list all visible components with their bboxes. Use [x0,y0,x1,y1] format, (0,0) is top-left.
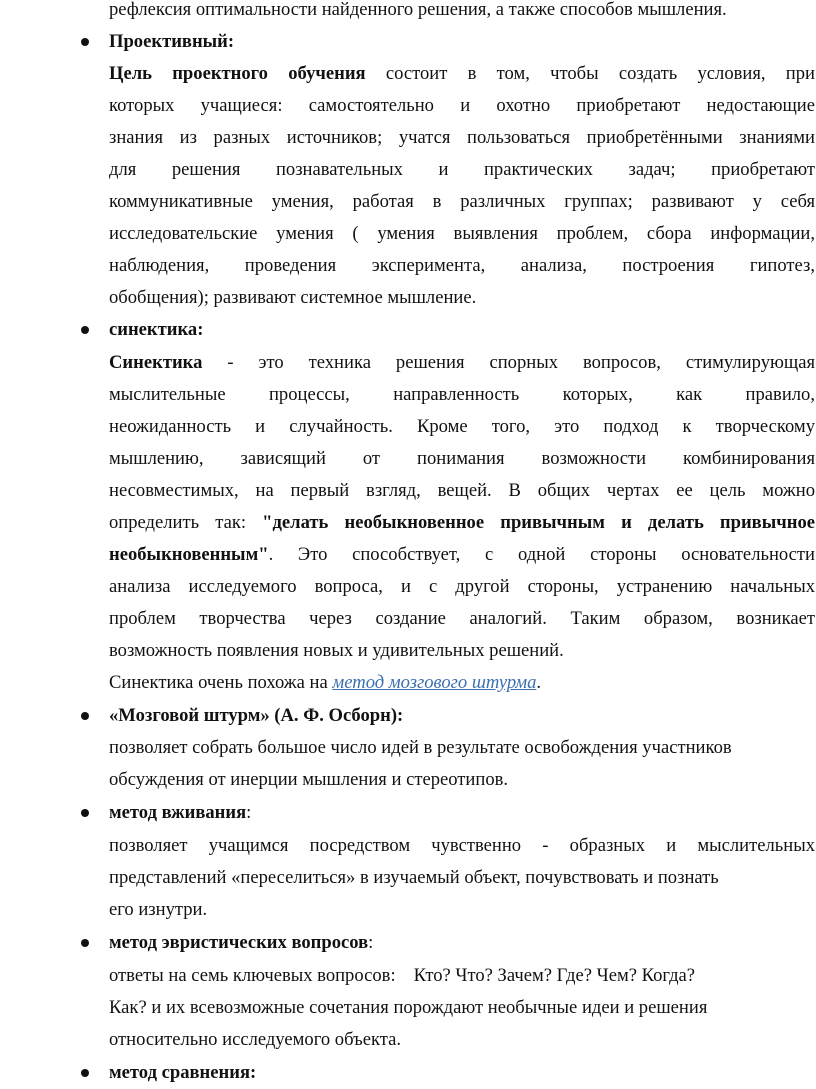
synectics-line-6 [109,507,815,539]
synectics-line-9: проблем творчества через создание аналогий. Таким образом, возникает [109,608,815,629]
synectics-line-7 [109,539,815,571]
synectics-quote-part1: "делать необыкновенное привычным и делать привычное [262,512,815,533]
projective-heading: Проективный: [109,31,235,52]
empathy-line-3: его изнутри. [109,899,208,920]
intro-line: рефлексия оптимальности найденного решения, а также способов мышления. [109,0,727,20]
comparison-heading: метод сравнения: [109,1062,257,1083]
synectics-similar-post: . [536,672,542,693]
heuristic-heading-line [109,927,815,959]
heuristic-line-1 [109,960,815,992]
synectics-line-2: мыслительные процессы, направленность которых, как правило, [109,384,815,405]
synectics-similar-pre: Синектика очень похожа на [109,672,333,693]
empathy-line-1: позволяет учащимся посредством чувственно - образных и мыслительных [109,835,815,856]
bullet-icon [81,38,89,46]
synectics-line-4: мышлению, зависящий от понимания возможности комбинирования [109,448,815,469]
projective-line-2: которых учащиеся: самостоятельно и охотно приобретают недостающие [109,95,815,116]
bullet-icon [81,712,89,720]
heuristic-heading: метод эвристических вопросов [109,932,369,953]
projective-line-6: исследовательские умения ( умения выявления проблем, сбора информации, [109,223,815,244]
synectics-define-pre: определить так: [109,512,263,533]
heuristic-line-2: Как? и их всевозможные сочетания порождают необычные идеи и решения [109,997,708,1018]
empathy-heading: метод вживания [109,802,247,823]
brainstorm-line-2: обсуждения от инерции мышления и стереотипов. [109,769,509,790]
projective-line-7: наблюдения, проведения эксперимента, анализа, построения гипотез, [109,255,815,276]
heuristic-line-1a: ответы на семь ключевых вопросов: [109,965,396,986]
bullet-icon [81,939,89,947]
brainstorm-method-link[interactable]: метод мозгового штурма [332,672,537,693]
bullet-icon [81,326,89,334]
bullet-icon [81,1069,89,1077]
projective-text: состоит в том, чтобы создать условия, при [365,63,816,84]
synectics-line-1 [109,347,815,379]
projective-lead-bold: Цель проектного обучения [109,63,366,84]
synectics-line-5: несовместимых, на первый взгляд, вещей. В общих чертах ее цель можно [109,480,815,501]
synectics-text: - это техника решения спорных вопросов, стимулирующая [202,352,815,373]
synectics-line-3: неожиданность и случайность. Кроме того, это подход к творческому [109,416,815,437]
projective-line-3: знания из разных источников; учатся пользоваться приобретёнными знаниями [109,127,815,148]
heuristic-colon: : [368,932,374,953]
heuristic-line-1b: Кто? Что? Зачем? Где? Чем? Когда? [413,965,696,986]
synectics-line-10: возможность появления новых и удивительных решений. [109,640,564,661]
projective-line-8: обобщения); развивают системное мышление. [109,287,477,308]
synectics-heading: синектика: [109,319,204,340]
empathy-line-2: представлений «переселиться» в изучаемый объект, почувствовать и познать [109,867,719,888]
brainstorm-heading: «Мозговой штурм» (А. Ф. Осборн): [109,705,404,726]
synectics-lead-bold: Синектика [109,352,203,373]
bullet-icon [81,809,89,817]
synectics-similar-line [109,667,815,699]
heuristic-line-3: относительно исследуемого объекта. [109,1029,402,1050]
projective-line-1 [109,58,815,90]
brainstorm-line-1: позволяет собрать большое число идей в результате освобождения участников [109,737,732,758]
empathy-colon: : [246,802,252,823]
projective-line-4: для решения познавательных и практических задач; приобретают [109,159,815,180]
synectics-after-quote: . Это способствует, с одной стороны основательности [268,544,815,565]
synectics-quote-part2: необыкновенным" [109,544,269,565]
empathy-heading-line [109,797,815,829]
projective-line-5: коммуникативные умения, работая в различных группах; развивают у себя [109,191,815,212]
synectics-line-8: анализа исследуемого вопроса, и с другой стороны, устранению начальных [109,576,815,597]
